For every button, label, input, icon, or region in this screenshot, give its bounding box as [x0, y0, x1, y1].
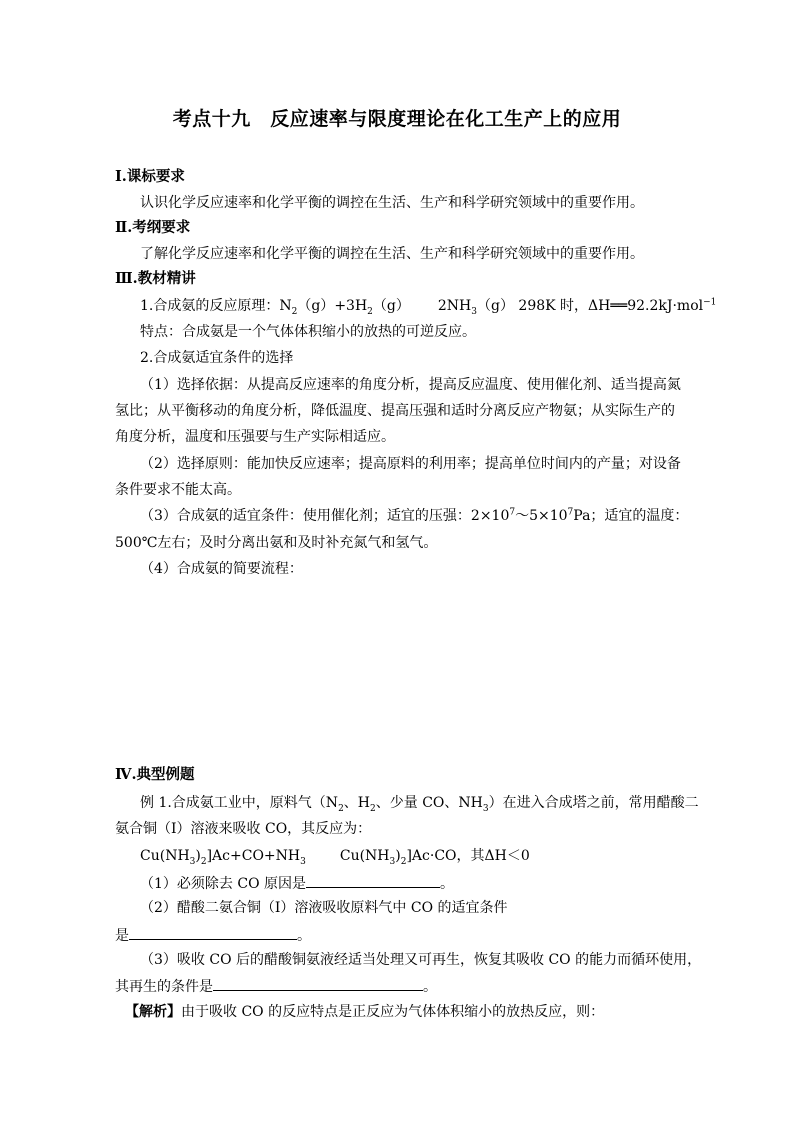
question-3a: （3）吸收 CO 后的醋酸铜氨液经适当处理又可再生，恢复其吸收 CO 的能力而循环使用， — [140, 952, 702, 968]
paragraph-principle-2: 条件要求不能太高。 — [115, 482, 241, 498]
section-heading-2: Ⅱ.考纲要求 — [115, 219, 191, 236]
question-2a: （2）醋酸二氨合铜（Ⅰ）溶液吸收原料气中 CO 的适宜条件 — [140, 900, 508, 916]
answer-blank-2[interactable] — [129, 925, 297, 940]
answer-blank-1[interactable] — [306, 873, 440, 888]
paragraph-basis-3: 角度分析，温度和压强要与生产实际相适应。 — [115, 429, 395, 445]
page-title: 考点十九 反应速率与限度理论在化工生产上的应用 — [172, 108, 622, 130]
question-2b: 是 。 — [115, 925, 311, 945]
question-3b: 其再生的条件是 。 — [115, 976, 437, 996]
paragraph-suitable-2: 500℃左右；及时分离出氨和及时补充氮气和氢气。 — [115, 535, 438, 551]
section-heading-4: Ⅳ.典型例题 — [115, 766, 195, 783]
question-1: （1）必须除去 CO 原因是 。 — [140, 873, 454, 893]
example-text-1: 例 1.合成氨工业中，原料气（$N_2$、$H_2$、少量 CO、$NH_3$）在进入合成塔之前，常用醋酸二 — [140, 795, 699, 814]
paragraph-feature: 特点：合成氨是一个气体体积缩小的放热的可逆反应。 — [140, 324, 476, 340]
paragraph-principle-1: （2）选择原则：能加快反应速率；提高原料的利用率；提高单位时间内的产量；对设备 — [140, 456, 681, 472]
answer-blank-3[interactable] — [213, 976, 423, 991]
section-text-1: 认识化学反应速率和化学平衡的调控在生活、生产和科学研究领域中的重要作用。 — [140, 195, 644, 211]
reaction-principle: 1.合成氨的反应原理：$N_2(g)+3H_2(g)$ $2NH_3(g)$ 298K 时，ΔH══92.2kJ·mol$^{-1}$ — [140, 297, 717, 317]
paragraph-basis-2: 氢比；从平衡移动的角度分析，降低温度、提高压强和适时分离反应产物氨；从实际生产的 — [115, 403, 675, 419]
paragraph-conditions-heading: 2.合成氨适宜条件的选择 — [140, 350, 294, 366]
section-heading-3: Ⅲ.教材精讲 — [115, 270, 196, 287]
paragraph-basis-1: （1）选择依据：从提高反应速率的角度分析，提高反应温度、使用催化剂、适当提高氮 — [140, 377, 681, 393]
section-heading-1: Ⅰ.课标要求 — [115, 168, 185, 185]
example-equation: $Cu(NH_3)_2]Ac+CO+NH_3$ $Cu(NH_3)_2]Ac\cdot CO$，其ΔH＜0 — [140, 848, 530, 867]
example-text-2: 氨合铜（Ⅰ）溶液来吸收 CO，其反应为： — [115, 821, 372, 837]
section-text-2: 了解化学反应速率和化学平衡的调控在生活、生产和科学研究领域中的重要作用。 — [140, 246, 644, 262]
paragraph-suitable-1: （3）合成氨的适宜条件：使用催化剂；适宜的压强：$2\times 10^7\sim 5\times 10^7Pa$；适宜的温度： — [140, 507, 689, 524]
analysis-paragraph: 【解析】由于吸收 CO 的反应特点是正反应为气体体积缩小的放热反应，则： — [125, 1004, 605, 1020]
paragraph-flow: （4）合成氨的简要流程： — [140, 561, 303, 577]
